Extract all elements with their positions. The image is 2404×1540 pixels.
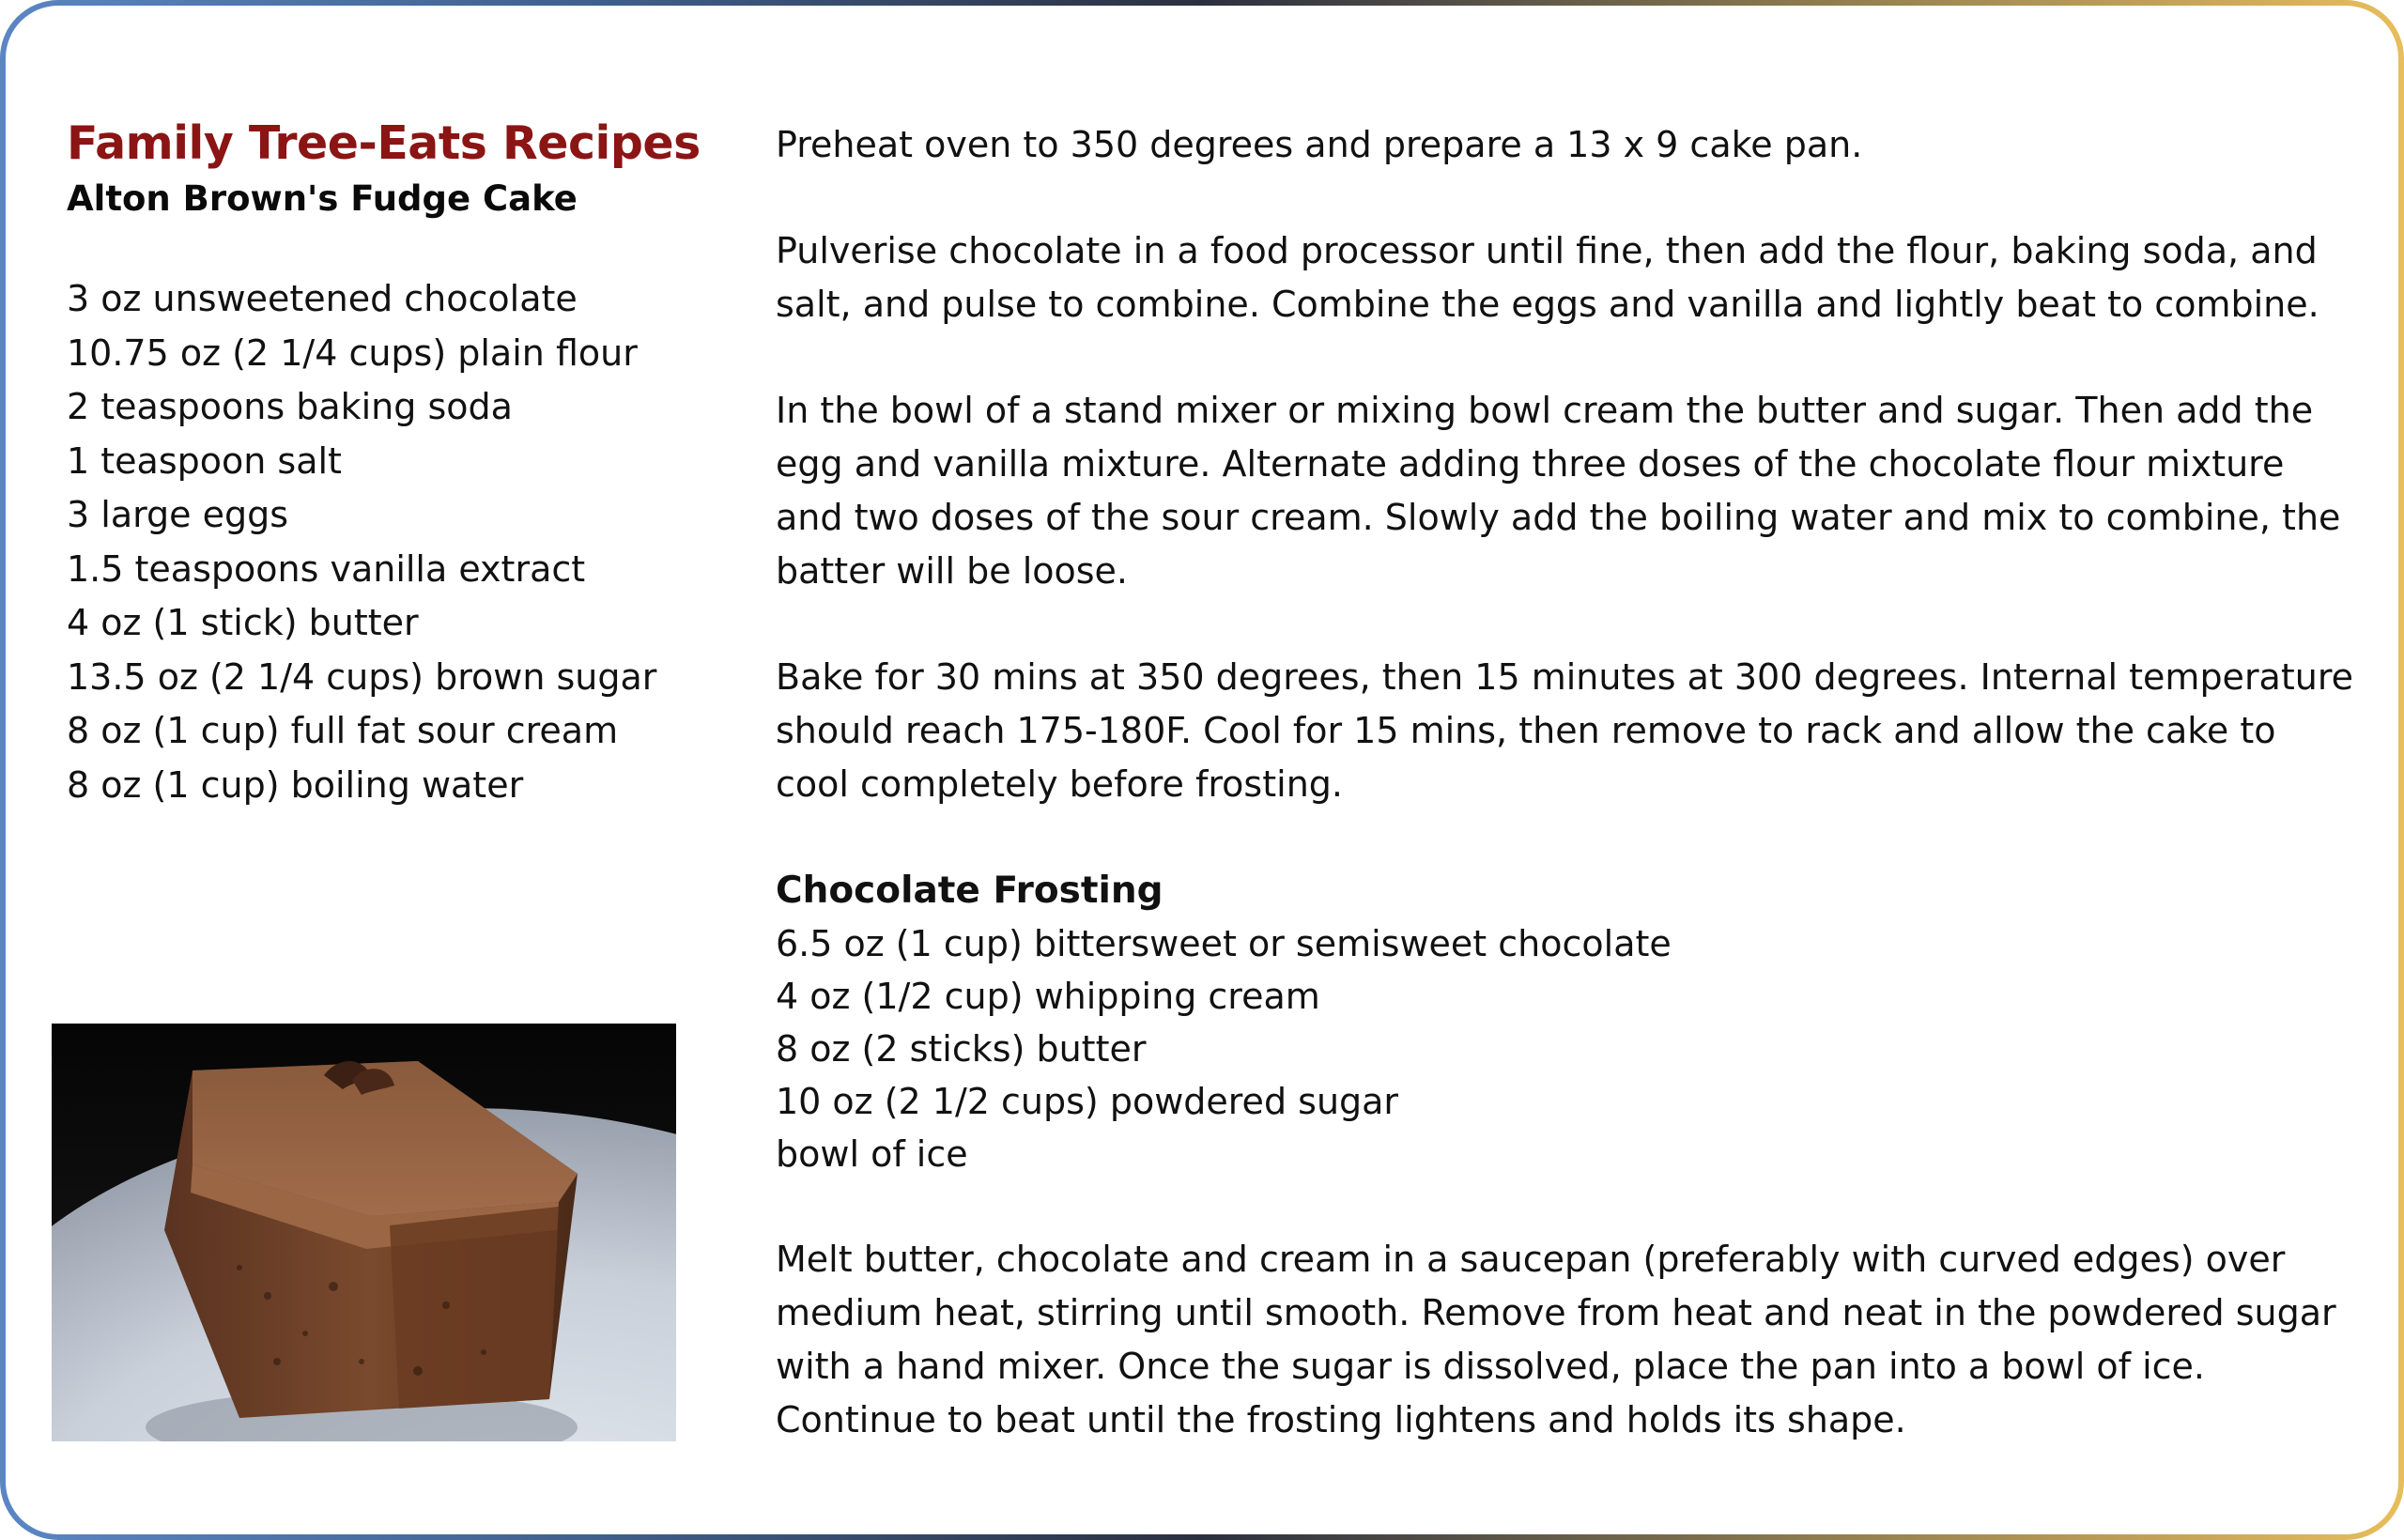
instruction-paragraph: Pulverise chocolate in a food processor until fine, then add the flour, baking soda, and salt, and pulse to combine. Combine the eggs and vanilla and lightly beat to combine.: [776, 230, 2319, 325]
right-column: [776, 118, 2353, 1500]
ingredient-item: 3 large eggs: [67, 494, 289, 535]
ingredient-item: 1.5 teaspoons vanilla extract: [67, 547, 586, 590]
ingredient-item: 8 oz (1 cup) boiling water: [67, 763, 524, 806]
recipe-card: [6, 6, 2398, 1534]
instruction-paragraph: Bake for 30 mins at 350 degrees, then 15 minutes at 300 degrees. Internal temperature should reach 175-180F. Cool for 15 mins, then remove to rack and allow the cake to cool completely before frosting.: [776, 656, 2353, 805]
frosting-ingredients-list: [776, 917, 2353, 1180]
ingredient-item: 2 teaspoons baking soda: [67, 386, 513, 427]
frosting-ingredient-item: 6.5 oz (1 cup) bittersweet or semisweet chocolate: [776, 923, 1672, 964]
frosting-ingredient-item: 10 oz (2 1/2 cups) powdered sugar: [776, 1081, 1399, 1122]
left-column: [67, 115, 705, 812]
ingredients-list: [67, 272, 705, 812]
instruction-paragraph: Preheat oven to 350 degrees and prepare a 13 x 9 cake pan.: [776, 124, 1863, 165]
frosting-ingredient-item: 4 oz (1/2 cup) whipping cream: [776, 976, 1320, 1017]
recipe-title: Alton Brown's Fudge Cake: [67, 178, 578, 219]
ingredient-item: 1 teaspoon salt: [67, 439, 342, 482]
ingredient-item: 3 oz unsweetened chocolate: [67, 278, 578, 319]
frosting-ingredient-item: bowl of ice: [776, 1133, 968, 1175]
ingredient-item: 4 oz (1 stick) butter: [67, 602, 419, 643]
page-title: Family Tree-Eats Recipes: [67, 116, 701, 170]
ingredient-item: 13.5 oz (2 1/4 cups) brown sugar: [67, 655, 657, 698]
ingredient-item: 8 oz (1 cup) full fat sour cream: [67, 710, 619, 751]
frosting-ingredient-item: 8 oz (2 sticks) butter: [776, 1028, 1147, 1070]
fudge-cake-photo: [52, 1024, 676, 1441]
instruction-paragraph: In the bowl of a stand mixer or mixing bowl cream the butter and sugar. Then add the egg and vanilla mixture. Alternate adding three doses of the chocolate flour mixture and two doses of the sour cream. Slowly add the boiling water and mix to combine, the batter will be loose.: [776, 390, 2341, 592]
ingredient-item: 10.75 oz (2 1/4 cups) plain flour: [67, 331, 638, 374]
frosting-heading: Chocolate Frosting: [776, 870, 1163, 912]
frosting-method-paragraph: Melt butter, chocolate and cream in a saucepan (preferably with curved edges) over medium heat, stirring until smooth. Remove from heat and neat in the powdered sugar with a hand mixer. Once the sugar is dissolved, place the pan into a bowl of ice. Continue to beat until the frosting lightens and holds its shape.: [776, 1239, 2336, 1440]
